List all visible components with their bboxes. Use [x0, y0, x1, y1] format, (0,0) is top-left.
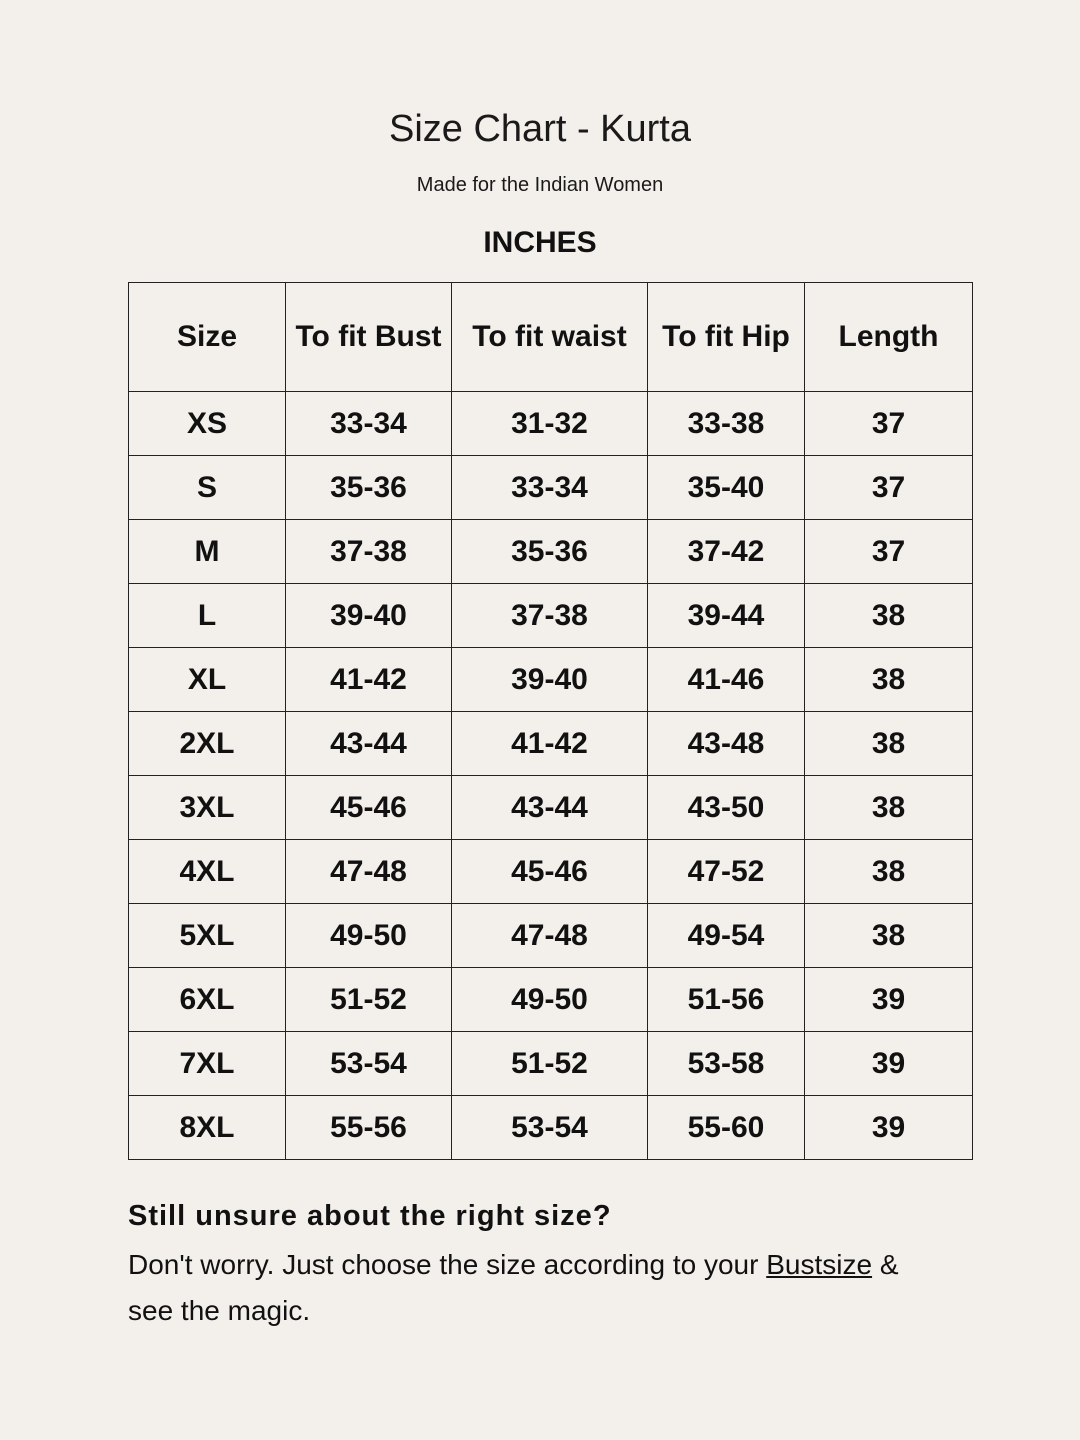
cell-hip: 39-44 [648, 584, 805, 648]
cell-bust: 51-52 [286, 968, 452, 1032]
cell-waist: 51-52 [452, 1032, 648, 1096]
cell-bust: 37-38 [286, 520, 452, 584]
cell-waist: 39-40 [452, 648, 648, 712]
cell-bust: 43-44 [286, 712, 452, 776]
cell-hip: 55-60 [648, 1096, 805, 1160]
cell-hip: 43-48 [648, 712, 805, 776]
cell-hip: 35-40 [648, 456, 805, 520]
cell-hip: 53-58 [648, 1032, 805, 1096]
table-row [129, 904, 973, 968]
cell-length: 38 [805, 904, 973, 968]
unit-label: INCHES [483, 226, 597, 259]
cell-waist: 37-38 [452, 584, 648, 648]
cell-length: 37 [805, 456, 973, 520]
cell-waist: 41-42 [452, 712, 648, 776]
cell-hip: 47-52 [648, 840, 805, 904]
note-body [128, 1242, 948, 1334]
cell-size: S [129, 456, 286, 520]
cell-waist: 31-32 [452, 392, 648, 456]
note-text-after: & see the magic. [128, 1249, 899, 1326]
table-row [129, 456, 973, 520]
header-size: Size [129, 283, 286, 392]
cell-size: 6XL [129, 968, 286, 1032]
cell-length: 38 [805, 776, 973, 840]
cell-length: 37 [805, 392, 973, 456]
cell-size: XS [129, 392, 286, 456]
cell-size: 2XL [129, 712, 286, 776]
table-row [129, 584, 973, 648]
cell-waist: 33-34 [452, 456, 648, 520]
cell-hip: 49-54 [648, 904, 805, 968]
page-subtitle: Made for the Indian Women [416, 174, 664, 196]
cell-size: XL [129, 648, 286, 712]
cell-size: L [129, 584, 286, 648]
table-row [129, 840, 973, 904]
cell-waist: 45-46 [452, 840, 648, 904]
cell-hip: 41-46 [648, 648, 805, 712]
header-hip: To fit Hip [648, 283, 805, 392]
table-row [129, 520, 973, 584]
cell-bust: 55-56 [286, 1096, 452, 1160]
cell-size: 8XL [129, 1096, 286, 1160]
cell-bust: 33-34 [286, 392, 452, 456]
note-text-before: Don't worry. Just choose the size according to your [128, 1249, 767, 1280]
cell-size: 7XL [129, 1032, 286, 1096]
table-row [129, 712, 973, 776]
cell-length: 38 [805, 648, 973, 712]
cell-waist: 43-44 [452, 776, 648, 840]
cell-bust: 35-36 [286, 456, 452, 520]
cell-bust: 49-50 [286, 904, 452, 968]
table-header-row [129, 283, 973, 392]
cell-length: 37 [805, 520, 973, 584]
cell-length: 39 [805, 968, 973, 1032]
header-waist: To fit waist [452, 283, 648, 392]
cell-waist: 35-36 [452, 520, 648, 584]
cell-waist: 53-54 [452, 1096, 648, 1160]
cell-size: 5XL [129, 904, 286, 968]
cell-bust: 47-48 [286, 840, 452, 904]
table-row [129, 968, 973, 1032]
table-row [129, 776, 973, 840]
cell-size: 4XL [129, 840, 286, 904]
cell-hip: 33-38 [648, 392, 805, 456]
table-row [129, 1096, 973, 1160]
cell-bust: 45-46 [286, 776, 452, 840]
page-title: Size Chart - Kurta [389, 108, 691, 150]
cell-hip: 43-50 [648, 776, 805, 840]
cell-hip: 37-42 [648, 520, 805, 584]
table-row [129, 648, 973, 712]
cell-waist: 47-48 [452, 904, 648, 968]
table-body [129, 392, 973, 1160]
table-row [129, 392, 973, 456]
bustsize-link[interactable]: Bustsize [766, 1249, 873, 1280]
table-row [129, 1032, 973, 1096]
cell-length: 38 [805, 840, 973, 904]
cell-length: 39 [805, 1096, 973, 1160]
cell-length: 39 [805, 1032, 973, 1096]
header-bust: To fit Bust [286, 283, 452, 392]
cell-length: 38 [805, 584, 973, 648]
cell-length: 38 [805, 712, 973, 776]
size-chart-table [128, 282, 973, 1160]
note-heading: Still unsure about the right size? [128, 1200, 612, 1232]
cell-size: 3XL [129, 776, 286, 840]
header-length: Length [805, 283, 973, 392]
cell-bust: 41-42 [286, 648, 452, 712]
cell-hip: 51-56 [648, 968, 805, 1032]
cell-bust: 39-40 [286, 584, 452, 648]
cell-size: M [129, 520, 286, 584]
cell-waist: 49-50 [452, 968, 648, 1032]
cell-bust: 53-54 [286, 1032, 452, 1096]
